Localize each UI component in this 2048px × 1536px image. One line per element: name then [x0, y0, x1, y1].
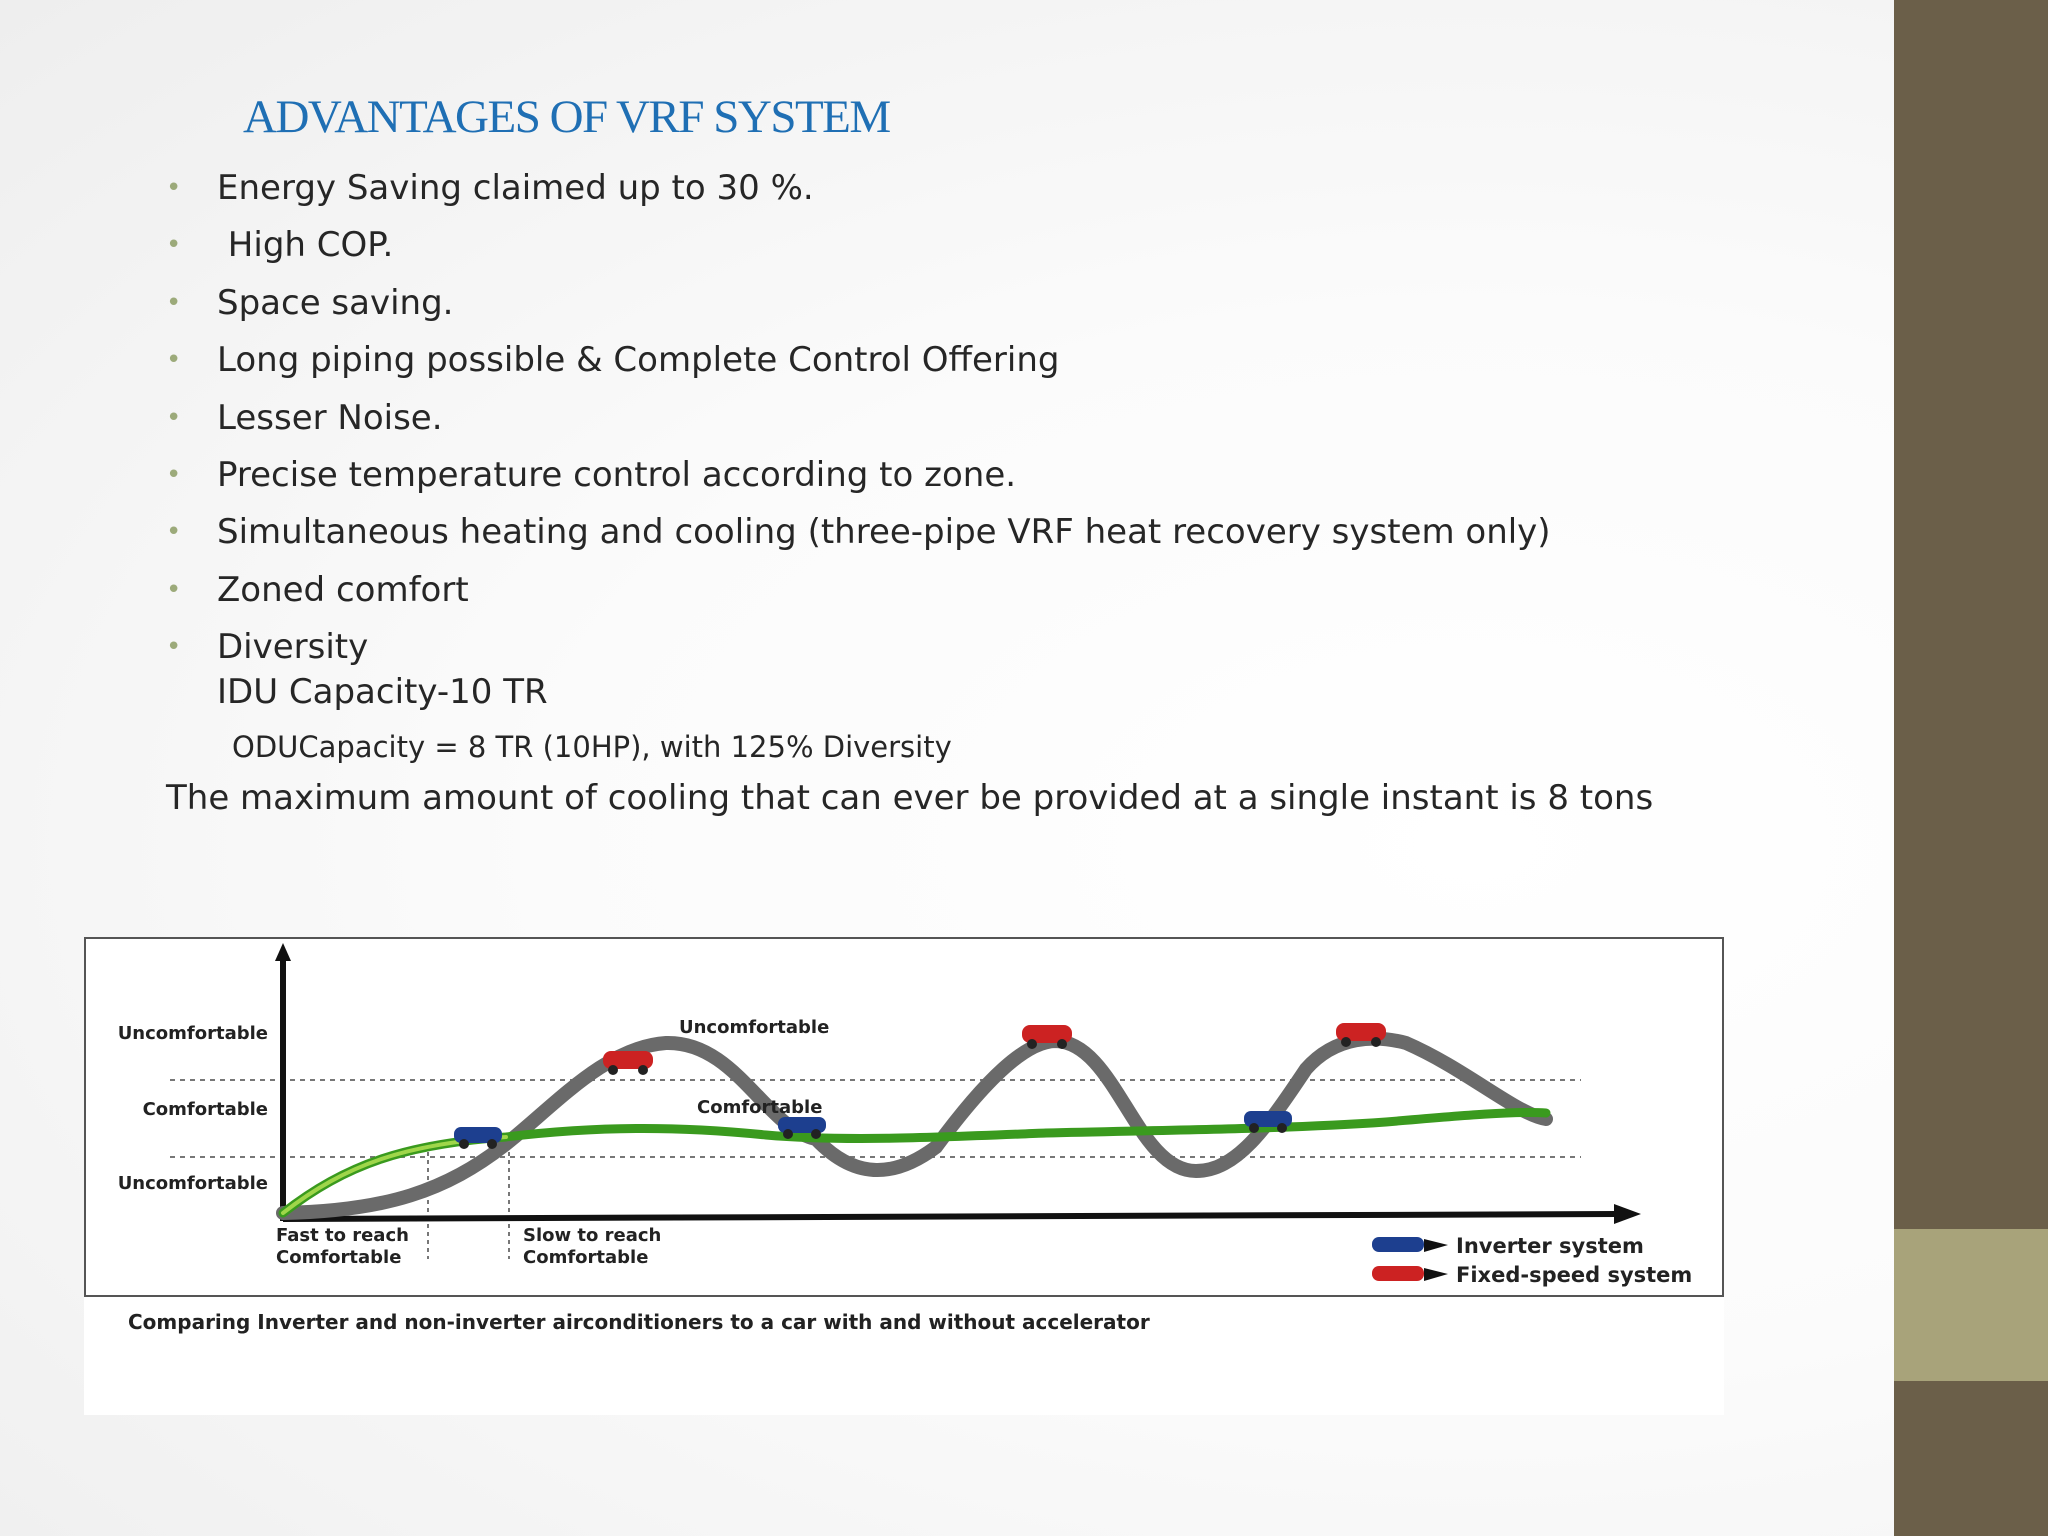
inverter-comparison-figure: [84, 937, 1724, 1297]
figure-caption: Comparing Inverter and non-inverter airconditioners to a car with and without accelerator: [128, 1310, 1150, 1334]
idu-capacity-text: IDU Capacity-10 TR: [217, 672, 548, 712]
side-band-bottom: [1894, 1381, 2048, 1536]
inverter-car-icon: [454, 1127, 502, 1149]
zone-label-uncomfortable: Uncomfortable: [679, 1017, 830, 1038]
bullet-energy-saving: • Energy Saving claimed up to 30 %.: [166, 160, 1551, 217]
x-axis-arrow: [1614, 1204, 1641, 1224]
y-label-uncomfortable-high: Uncomfortable: [117, 1023, 268, 1044]
bullet-space-saving: • Space saving.: [166, 275, 1551, 332]
bullet-zoned-comfort: • Zoned comfort: [166, 562, 1551, 619]
bullet-long-piping: • Long piping possible & Complete Control Offering: [166, 332, 1551, 389]
bullet-diversity: • Diversity: [166, 619, 1551, 676]
advantages-list: [166, 160, 1551, 677]
inverter-legend-car-icon: [1372, 1237, 1448, 1252]
comparison-diagram: [86, 939, 1726, 1299]
y-label-uncomfortable-low: Uncomfortable: [117, 1173, 268, 1194]
bullet-high-cop: • High COP.: [166, 217, 1551, 274]
zone-label-comfortable: Comfortable: [697, 1097, 823, 1118]
side-band-accent: [1894, 1229, 2048, 1381]
legend-inverter-system: Inverter system: [1456, 1234, 1644, 1258]
x-axis: [283, 1214, 1616, 1219]
bullet-lesser-noise: • Lesser Noise.: [166, 390, 1551, 447]
bullet-simultaneous-heating-cooling: • Simultaneous heating and cooling (three-pipe VRF heat recovery system only): [166, 504, 1551, 561]
fast-reach-label-line2: Comfortable: [276, 1247, 402, 1268]
side-band-top: [1894, 0, 2048, 1229]
max-cooling-statement: The maximum amount of cooling that can ever be provided at a single instant is 8 tons: [166, 778, 1654, 818]
slow-reach-label: Slow to reach: [523, 1225, 662, 1246]
fast-reach-label: Fast to reach: [276, 1225, 409, 1246]
bullet-precise-temperature: • Precise temperature control according to zone.: [166, 447, 1551, 504]
fixed-speed-car-icon: [603, 1051, 653, 1075]
odu-capacity-text: ODUCapacity = 8 TR (10HP), with 125% Diversity: [232, 730, 952, 764]
legend-fixed-speed-system: Fixed-speed system: [1456, 1263, 1693, 1287]
fixed-speed-legend-car-icon: [1372, 1266, 1448, 1281]
y-label-comfortable: Comfortable: [142, 1099, 268, 1120]
y-axis-arrow: [275, 943, 291, 961]
slow-reach-label-line2: Comfortable: [523, 1247, 649, 1268]
slide-title: ADVANTAGES OF VRF SYSTEM: [243, 91, 890, 143]
